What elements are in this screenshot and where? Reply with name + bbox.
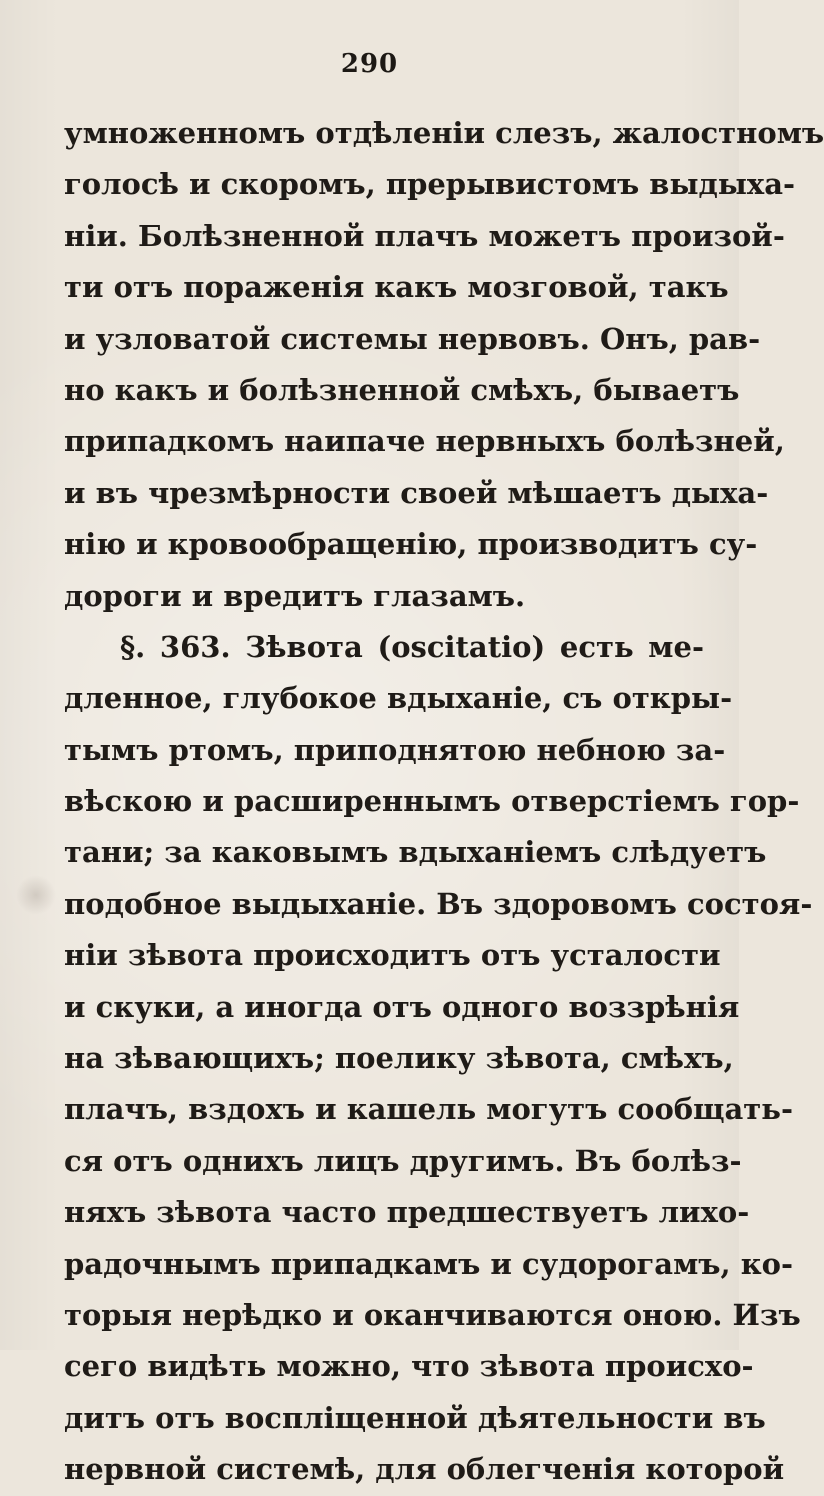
text-line: радочнымъ припадкамъ и судорогамъ, ко- [64,1246,794,1281]
text-line: и въ чрезмѣрности своей мѣшаетъ дыха- [64,475,769,510]
text-line: припадкомъ наипаче нервныхъ болѣзней, [64,424,785,459]
text-line: тани; за каковымъ вдыханіемъ слѣдуетъ [64,835,767,870]
text-line: нію и кровообращенію, производитъ су- [64,527,758,562]
text-line: дороги и вредитъ глазамъ. [64,578,526,613]
text-line: голосѣ и скоромъ, прерывистомъ выдыха- [64,167,796,202]
text-line: нервной системѣ, для облегченія которой [64,1452,785,1487]
text-line: тымъ ртомъ, приподнятою небною за- [64,732,726,767]
text-line: ніи. Болѣзненной плачъ можетъ произой- [64,218,785,253]
body-text [64,108,824,1496]
text-line: вѣскою и расширеннымъ отверстіемъ гор- [64,784,800,819]
text-line: плачъ, вздохъ и кашель могутъ сообщать- [64,1092,793,1127]
text-line: ся отъ однихъ лицъ другимъ. Въ болѣз- [64,1143,742,1178]
text-line: няхъ зѣвота часто предшествуетъ лихо- [64,1195,750,1230]
text-line: и узловатой системы нервовъ. Онъ, рав- [64,321,761,356]
text-line: подобное выдыханіе. Въ здоровомъ состоя- [64,886,813,921]
text-line: и скуки, а иногда отъ одного воззрѣнія [64,989,740,1024]
text-line: умноженномъ отдѣленіи слезъ, жалостномъ [64,116,824,150]
text-line: ніи зѣвота происходитъ отъ усталости [64,938,721,973]
text-line: дитъ отъ воспліщенной дѣятельности въ [64,1400,766,1435]
page-number: 290 [340,49,399,79]
text-line: на зѣвающихъ; поелику зѣвота, смѣхъ, [64,1041,734,1076]
text-line: дленное, глубокое вдыханіе, съ откры- [64,681,733,716]
text-line: ти отъ пораженія какъ мозговой, такъ [64,270,729,305]
text-line: сего видѣть можно, что зѣвота происхо- [64,1349,754,1384]
section-heading-line: §. 363. Зѣвота (oscitatio) есть ме- [120,629,704,664]
text-line: но какъ и болѣзненной смѣхъ, бываетъ [64,372,740,407]
text-line: торыя нерѣдко и оканчиваются оною. Изъ [64,1297,801,1332]
paper-smudge [16,875,56,915]
